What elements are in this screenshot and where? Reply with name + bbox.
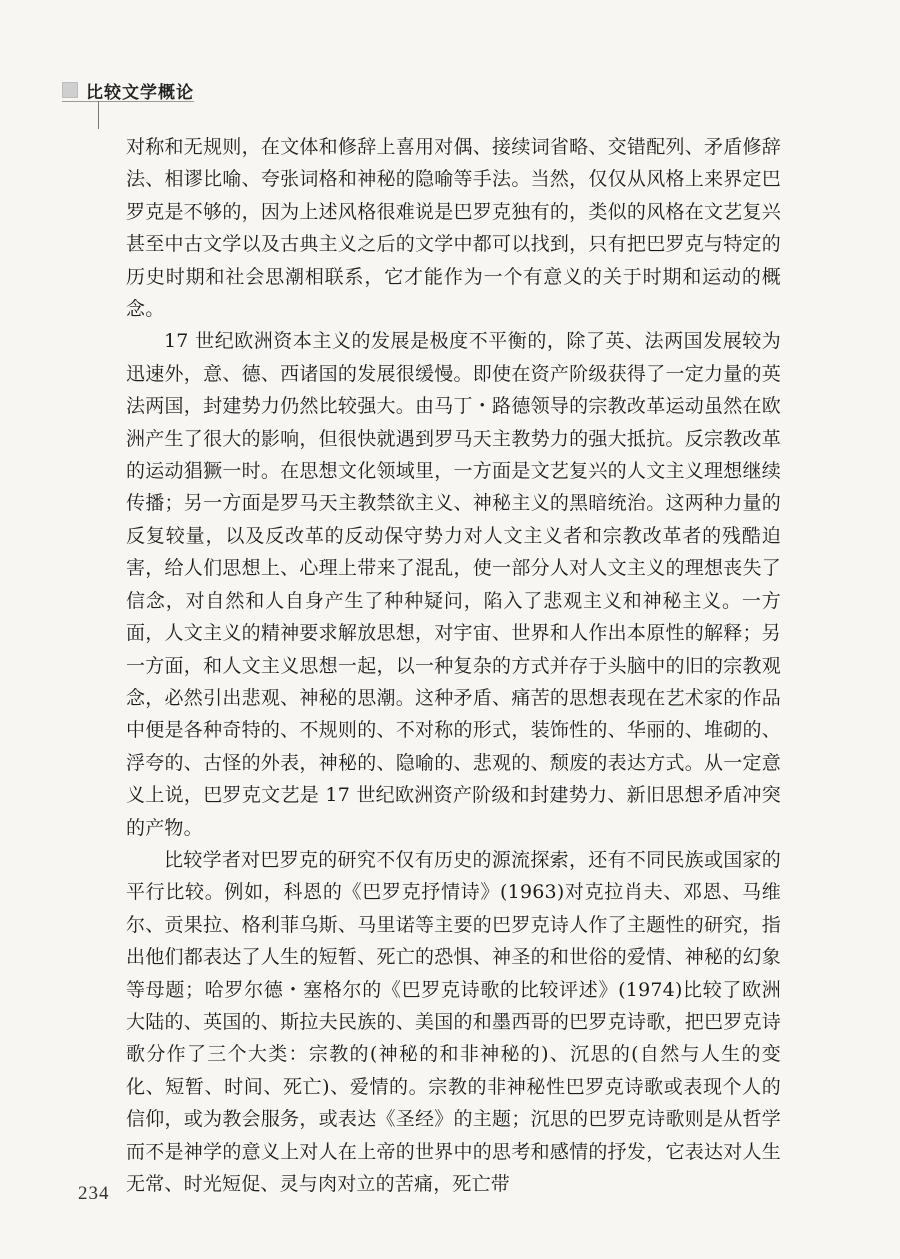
header-square-icon: [62, 82, 78, 98]
header-vertical-rule: [98, 101, 99, 129]
book-title: 比较文学概论: [86, 82, 194, 103]
paragraph-continued: 对称和无规则，在文体和修辞上喜用对偶、接续词省略、交错配列、矛盾修辞法、相谬比喻、夸张词格和神秘的隐喻等手法。当然，仅仅从风格上来界定巴罗克是不够的，因为上述风格很难说是巴罗克独有的，类似的风格在文艺复兴甚至中古文学以及古典主义之后的文学中都可以找到，只有把巴罗克与特定的历史时期和社会思潮相联系，它才能作为一个有意义的关于时期和运动的概念。: [126, 136, 781, 321]
paragraph-comparative: 比较学者对巴罗克的研究不仅有历史的源流探索，还有不同民族或国家的平行比较。例如，科恩的《巴罗克抒情诗》(1963)对克拉肖夫、邓恩、马维尔、贡果拉、格利菲乌斯、马里诺等主要的巴罗克诗人作了主题性的研究，指出他们都表达了人生的短暂、死亡的恐惧、神圣的和世俗的爱情、神秘的幻象等母题；哈罗尔德・塞格尔的《巴罗克诗歌的比较评述》(1974)比较了欧洲大陆的、英国的、斯拉夫民族的、美国的和墨西哥的巴罗克诗歌，把巴罗克诗歌分作了三个大类：宗教的(神秘的和非神秘的)、沉思的(自然与人生的变化、短暂、时间、死亡)、爱情的。宗教的非神秘性巴罗克诗歌或表现个人的信仰，或为教会服务，或表达《圣经》的主题；沉思的巴罗克诗歌则是从哲学而不是神学的意义上对人在上帝的世界中的思考和感情的抒发，它表达对人生无常、时光短促、灵与肉对立的苦痛，死亡带: [126, 848, 781, 1195]
header-rule: [62, 101, 194, 102]
paragraph-history: 17 世纪欧洲资本主义的发展是极度不平衡的，除了英、法两国发展较为迅速外，意、德、西诸国的发展很缓慢。即使在资产阶级获得了一定力量的英法两国，封建势力仍然比较强大。由马丁・路德领导的宗教改革运动虽然在欧洲产生了很大的影响，但很快就遇到罗马天主教势力的强大抵抗。反宗教改革的运动猖獗一时。在思想文化领域里，一方面是文艺复兴的人文主义理想继续传播；另一方面是罗马天主教禁欲主义、神秘主义的黑暗统治。这两种力量的反复较量，以及反改革的反动保守势力对人文主义者和宗教改革者的残酷迫害，给人们思想上、心理上带来了混乱，使一部分人对人文主义的理想丧失了信念，对自然和人自身产生了种种疑问，陷入了悲观主义和神秘主义。一方面，人文主义的精神要求解放思想，对宇宙、世界和人作出本原性的解释；另一方面，和人文主义思想一起，以一种复杂的方式并存于头脑中的旧的宗教观念，必然引出悲观、神秘的思潮。这种矛盾、痛苦的思想表现在艺术家的作品中便是各种奇特的、不规则的、不对称的形式，装饰性的、华丽的、堆砌的、浮夸的、古怪的外表，神秘的、隐喻的、悲观的、颓废的表达方式。从一定意义上说，巴罗克文艺是 17 世纪欧洲资产阶级和封建势力、新旧思想矛盾冲突的产物。: [126, 330, 781, 839]
running-header: [62, 78, 202, 102]
page-number: 234: [78, 1183, 110, 1204]
page-body: [126, 131, 781, 1200]
